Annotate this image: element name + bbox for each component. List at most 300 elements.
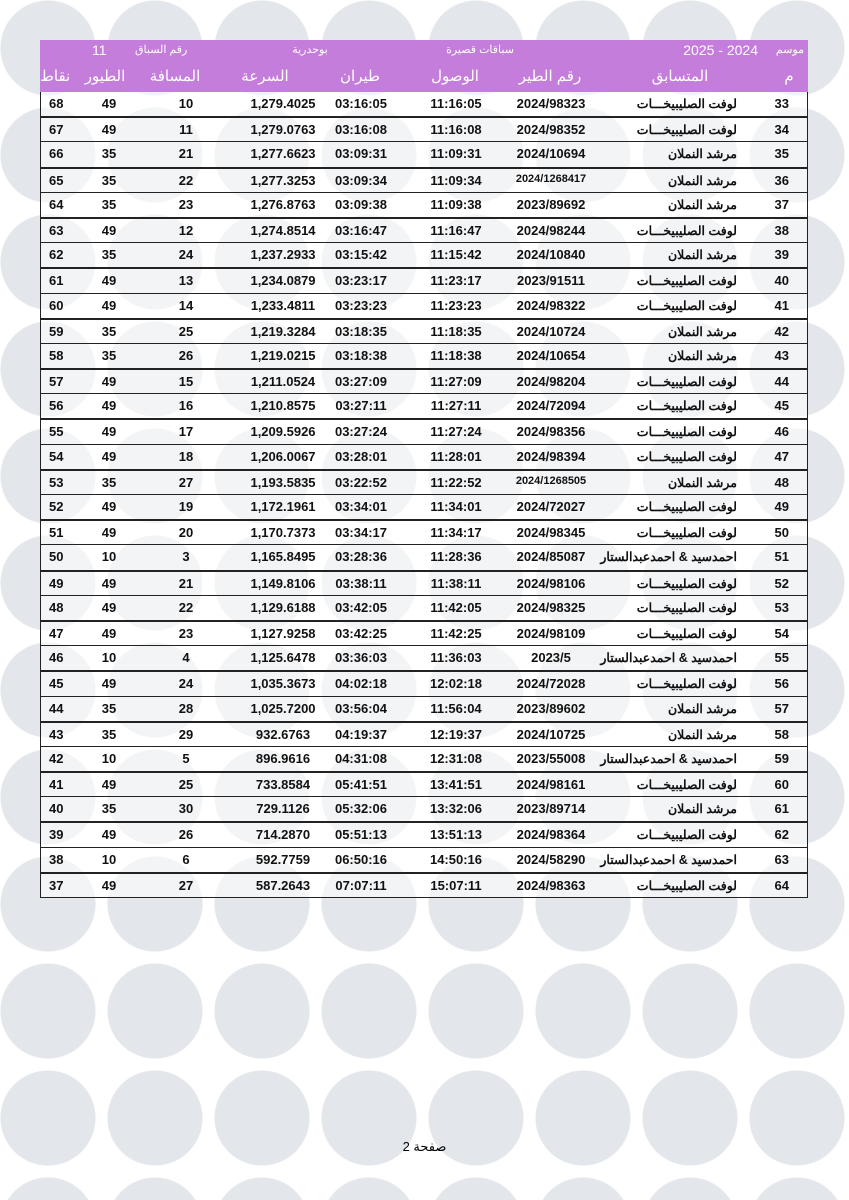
row-points: 50 — [49, 549, 64, 565]
row-speed: 1,165.8495 — [250, 549, 316, 565]
row-arrival: 11:36:03 — [430, 650, 482, 666]
row-flight: 03:16:47 — [334, 222, 388, 238]
row-flight: 03:15:42 — [334, 247, 388, 263]
row-fancier: لوفت الصليبيخـــات — [636, 878, 737, 893]
row-speed: 1,035.3673 — [250, 676, 316, 692]
row-ring: 2023/55008 — [516, 750, 586, 766]
row-points: 68 — [49, 96, 64, 111]
row-distance: 5 — [182, 750, 190, 766]
row-speed: 1,149.8106 — [250, 575, 316, 591]
row-idx: 52 — [774, 575, 789, 591]
row-flight: 03:16:05 — [334, 96, 388, 111]
row-fancier: لوفت الصليبيخـــات — [636, 375, 737, 390]
row-points: 46 — [49, 650, 64, 666]
row-points: 47 — [49, 625, 64, 641]
row-birds: 49 — [101, 297, 117, 313]
row-flight: 03:38:11 — [335, 575, 387, 591]
row-birds: 49 — [101, 273, 117, 289]
row-flight: 03:42:05 — [334, 599, 388, 615]
row-birds: 49 — [101, 777, 117, 793]
row-birds: 49 — [101, 676, 117, 692]
row-arrival: 11:18:35 — [430, 323, 482, 339]
row-fancier: مرشد النملان — [667, 173, 737, 188]
row-arrival: 11:22:52 — [430, 474, 482, 490]
row-idx: 47 — [774, 448, 789, 464]
row-ring: 2024/85087 — [516, 549, 586, 565]
row-flight: 06:50:16 — [334, 851, 388, 867]
row-idx: 42 — [774, 323, 789, 339]
row-arrival: 11:16:47 — [430, 222, 482, 238]
row-birds: 10 — [101, 851, 117, 867]
row-points: 41 — [49, 777, 64, 793]
row-points: 56 — [49, 398, 64, 414]
col-arrival: الوصول — [431, 68, 479, 85]
row-distance: 6 — [182, 851, 190, 867]
row-flight: 03:23:17 — [334, 273, 388, 289]
season: 2025 - 2024 — [683, 42, 758, 58]
table-row — [40, 671, 808, 696]
row-fancier: مرشد النملان — [667, 248, 737, 263]
table-row — [40, 873, 808, 898]
row-distance: 12 — [178, 222, 194, 238]
race-type: سباقات قصيرة — [446, 44, 514, 56]
row-idx: 51 — [774, 549, 789, 565]
row-fancier: لوفت الصليبيخـــات — [636, 828, 737, 843]
row-arrival: 14:50:16 — [429, 851, 483, 867]
row-flight: 05:51:13 — [334, 827, 388, 843]
table-row — [40, 268, 808, 293]
row-birds: 49 — [101, 499, 117, 514]
table-row — [40, 470, 808, 495]
row-speed: 733.8584 — [255, 777, 311, 793]
table-body — [40, 92, 808, 898]
row-idx: 55 — [774, 650, 789, 666]
row-birds: 49 — [101, 599, 117, 615]
row-ring: 2024/72027 — [516, 499, 586, 514]
row-speed: 1,277.3253 — [250, 172, 316, 188]
row-points: 43 — [49, 726, 64, 742]
row-birds: 35 — [101, 726, 117, 742]
row-flight: 04:31:08 — [334, 750, 388, 766]
row-arrival: 11:34:17 — [430, 525, 482, 541]
row-distance: 3 — [182, 549, 190, 565]
row-arrival: 11:38:11 — [430, 575, 482, 591]
row-distance: 10 — [178, 96, 194, 111]
row-idx: 53 — [774, 599, 789, 615]
row-speed: 1,025.7200 — [250, 700, 316, 716]
row-points: 60 — [49, 297, 64, 313]
row-ring: 2024/98204 — [516, 374, 586, 390]
row-points: 65 — [49, 172, 64, 188]
row-ring: 2023/89602 — [516, 700, 586, 716]
row-ring: 2024/98244 — [516, 222, 586, 238]
table-row — [40, 495, 808, 520]
row-flight: 03:27:11 — [335, 398, 387, 414]
row-distance: 26 — [178, 347, 194, 363]
table-row — [40, 319, 808, 344]
row-fancier: مرشد النملان — [667, 324, 737, 339]
row-idx: 58 — [774, 726, 789, 742]
row-distance: 21 — [178, 146, 194, 162]
row-fancier: لوفت الصليبيخـــات — [636, 449, 737, 464]
row-birds: 35 — [101, 172, 117, 188]
row-idx: 57 — [774, 700, 789, 716]
row-arrival: 11:09:34 — [430, 172, 482, 188]
row-fancier: مرشد النملان — [667, 197, 737, 212]
row-birds: 49 — [101, 525, 117, 541]
row-ring: 2024/98106 — [516, 575, 586, 591]
row-flight: 03:36:03 — [334, 650, 388, 666]
row-idx: 44 — [774, 374, 789, 390]
row-speed: 1,219.3284 — [250, 323, 316, 339]
row-points: 48 — [49, 599, 64, 615]
row-distance: 14 — [178, 297, 194, 313]
row-flight: 03:27:24 — [334, 424, 388, 440]
row-ring: 2023/5 — [531, 650, 571, 666]
row-ring: 2024/72094 — [516, 398, 586, 414]
table-row — [40, 419, 808, 444]
row-idx: 38 — [774, 222, 789, 238]
row-distance: 25 — [178, 777, 194, 793]
row-distance: 22 — [178, 599, 194, 615]
row-birds: 35 — [101, 196, 117, 212]
row-points: 66 — [49, 146, 64, 162]
race-location: بوحدرية — [292, 44, 328, 56]
row-distance: 17 — [178, 424, 194, 440]
table-row — [40, 117, 808, 142]
table-row — [40, 92, 808, 117]
row-birds: 49 — [101, 222, 117, 238]
row-speed: 1,206.0067 — [250, 448, 316, 464]
row-ring: 2024/72028 — [516, 676, 586, 692]
row-fancier: مرشد النملان — [667, 727, 737, 742]
row-speed: 714.2870 — [255, 827, 311, 843]
row-points: 59 — [49, 323, 64, 339]
row-arrival: 11:27:09 — [430, 374, 482, 390]
row-idx: 56 — [774, 676, 789, 692]
row-idx: 54 — [774, 625, 789, 641]
row-idx: 48 — [774, 474, 789, 490]
row-birds: 49 — [101, 575, 117, 591]
row-fancier: لوفت الصليبيخـــات — [636, 600, 737, 615]
row-birds: 49 — [101, 877, 117, 893]
row-distance: 16 — [178, 398, 194, 414]
row-points: 52 — [49, 499, 64, 514]
row-idx: 37 — [774, 196, 789, 212]
row-flight: 05:32:06 — [334, 801, 388, 817]
row-flight: 03:23:23 — [334, 297, 388, 313]
row-points: 67 — [49, 122, 64, 138]
table-row — [40, 822, 808, 847]
row-arrival: 11:42:05 — [430, 599, 482, 615]
row-flight: 03:22:52 — [334, 474, 388, 490]
row-arrival: 13:32:06 — [429, 801, 483, 817]
row-flight: 03:18:38 — [334, 347, 388, 363]
season-label: موسم — [775, 44, 804, 56]
row-distance: 11 — [179, 122, 193, 138]
row-fancier: لوفت الصليبيخـــات — [636, 97, 737, 111]
row-points: 53 — [49, 474, 64, 490]
row-speed: 729.1126 — [256, 801, 310, 817]
row-speed: 1,210.8575 — [250, 398, 316, 414]
row-fancier: مرشد النملان — [667, 802, 737, 817]
row-ring: 2024/10840 — [516, 247, 586, 263]
row-ring: 2024/98394 — [516, 448, 586, 464]
row-ring: 2024/10724 — [516, 323, 586, 339]
col-birds: الطيور — [84, 68, 126, 85]
row-arrival: 11:27:24 — [430, 424, 482, 440]
row-fancier: لوفت الصليبيخـــات — [636, 626, 737, 641]
row-arrival: 11:23:17 — [430, 273, 482, 289]
row-speed: 896.9616 — [255, 750, 311, 766]
row-flight: 03:34:01 — [334, 499, 388, 514]
row-fancier: مرشد النملان — [667, 147, 737, 162]
table-row — [40, 344, 808, 369]
row-ring: 2024/98352 — [516, 122, 586, 138]
row-fancier: احمدسيد & احمدعبدالستار — [600, 651, 737, 666]
row-distance: 23 — [178, 196, 194, 212]
row-speed: 1,234.0879 — [250, 273, 316, 289]
row-distance: 27 — [178, 877, 194, 893]
row-distance: 27 — [178, 474, 194, 490]
row-flight: 03:27:09 — [334, 374, 388, 390]
row-points: 42 — [49, 750, 64, 766]
row-idx: 59 — [774, 750, 789, 766]
table-row — [40, 193, 808, 218]
row-birds: 35 — [101, 801, 117, 817]
row-distance: 19 — [178, 499, 194, 514]
row-fancier: لوفت الصليبيخـــات — [636, 778, 737, 793]
row-birds: 35 — [101, 323, 117, 339]
row-arrival: 11:16:08 — [430, 122, 482, 138]
row-arrival: 12:19:37 — [429, 726, 483, 742]
row-idx: 62 — [774, 827, 789, 843]
row-ring: 2024/10654 — [516, 347, 586, 363]
row-arrival: 12:31:08 — [429, 750, 483, 766]
row-speed: 1,274.8514 — [250, 222, 316, 238]
table-row — [40, 571, 808, 596]
row-speed: 1,279.0763 — [250, 122, 316, 138]
row-distance: 18 — [178, 448, 194, 464]
row-flight: 03:28:01 — [334, 448, 388, 464]
row-fancier: لوفت الصليبيخـــات — [636, 425, 737, 440]
table-row — [40, 596, 808, 621]
col-idx: م — [784, 68, 794, 85]
row-idx: 35 — [774, 146, 789, 162]
row-birds: 49 — [101, 374, 117, 390]
row-distance: 30 — [178, 801, 194, 817]
row-flight: 03:09:31 — [334, 146, 388, 162]
row-distance: 15 — [178, 374, 194, 390]
table-row — [40, 218, 808, 243]
row-idx: 41 — [774, 297, 789, 313]
row-points: 45 — [49, 676, 64, 692]
table-row — [40, 646, 808, 671]
row-arrival: 11:16:05 — [430, 96, 482, 111]
table-row — [40, 545, 808, 570]
row-ring: 2024/1268505 — [515, 474, 587, 487]
row-distance: 26 — [178, 827, 194, 843]
row-speed: 1,277.6623 — [250, 146, 316, 162]
row-ring: 2023/89714 — [516, 801, 586, 817]
row-fancier: لوفت الصليبيخـــات — [636, 399, 737, 414]
row-idx: 34 — [774, 122, 789, 138]
row-birds: 49 — [101, 398, 117, 414]
row-idx: 43 — [774, 347, 789, 363]
row-arrival: 11:28:36 — [430, 549, 482, 565]
row-fancier: لوفت الصليبيخـــات — [636, 298, 737, 313]
row-fancier: لوفت الصليبيخـــات — [636, 677, 737, 692]
table-row — [40, 394, 808, 419]
row-birds: 35 — [101, 146, 117, 162]
row-idx: 46 — [774, 424, 789, 440]
row-speed: 1,170.7373 — [250, 525, 316, 541]
row-birds: 10 — [101, 650, 117, 666]
row-points: 37 — [49, 877, 64, 893]
row-birds: 35 — [101, 700, 117, 716]
row-birds: 49 — [101, 424, 117, 440]
col-points: نقاط — [40, 68, 71, 85]
row-arrival: 11:23:23 — [430, 297, 482, 313]
table-row — [40, 445, 808, 470]
row-fancier: لوفت الصليبيخـــات — [636, 123, 737, 138]
row-flight: 03:09:34 — [334, 172, 388, 188]
row-speed: 1,211.0524 — [250, 374, 316, 390]
table-row — [40, 697, 808, 722]
row-ring: 2024/98364 — [516, 827, 586, 843]
row-distance: 24 — [178, 247, 194, 263]
row-ring: 2024/98109 — [516, 625, 586, 641]
row-speed: 1,129.6188 — [250, 599, 316, 615]
col-fancier: المتسابق — [651, 68, 709, 85]
row-idx: 61 — [774, 801, 789, 817]
row-speed: 1,233.4811 — [250, 297, 316, 313]
row-idx: 45 — [774, 398, 789, 414]
row-ring: 2024/98323 — [516, 96, 586, 111]
row-idx: 64 — [774, 877, 789, 893]
row-speed: 1,209.5926 — [250, 424, 316, 440]
row-points: 62 — [49, 247, 64, 263]
row-points: 39 — [49, 827, 64, 843]
row-flight: 03:56:04 — [334, 700, 388, 716]
row-idx: 36 — [774, 172, 789, 188]
row-points: 54 — [49, 448, 64, 464]
row-flight: 04:02:18 — [334, 676, 388, 692]
table-row — [40, 772, 808, 797]
row-points: 38 — [49, 851, 64, 867]
row-fancier: لوفت الصليبيخـــات — [636, 526, 737, 541]
row-fancier: مرشد النملان — [667, 701, 737, 716]
row-speed: 1,237.2933 — [250, 247, 316, 263]
row-speed: 1,172.1961 — [250, 499, 316, 514]
row-flight: 03:28:36 — [334, 549, 388, 565]
row-birds: 49 — [101, 122, 117, 138]
row-arrival: 12:02:18 — [429, 676, 483, 692]
row-birds: 49 — [101, 625, 117, 641]
row-points: 61 — [49, 273, 64, 289]
row-birds: 49 — [101, 448, 117, 464]
row-flight: 03:09:38 — [334, 196, 388, 212]
row-fancier: مرشد النملان — [667, 348, 737, 363]
row-arrival: 11:56:04 — [430, 700, 482, 716]
table-row — [40, 294, 808, 319]
row-arrival: 11:18:38 — [430, 347, 482, 363]
row-birds: 10 — [101, 750, 117, 766]
row-arrival: 11:34:01 — [430, 499, 482, 514]
table-row — [40, 621, 808, 646]
row-flight: 04:19:37 — [334, 726, 388, 742]
row-arrival: 11:15:42 — [430, 247, 482, 263]
row-ring: 2023/91511 — [517, 273, 585, 289]
row-speed: 587.2643 — [255, 877, 311, 893]
row-birds: 35 — [101, 347, 117, 363]
row-idx: 60 — [774, 777, 789, 793]
row-fancier: احمدسيد & احمدعبدالستار — [600, 852, 737, 867]
row-distance: 22 — [178, 172, 194, 188]
row-ring: 2024/98325 — [516, 599, 586, 615]
row-speed: 1,125.6478 — [250, 650, 316, 666]
row-points: 57 — [49, 374, 64, 390]
row-ring: 2024/10725 — [516, 726, 586, 742]
row-distance: 4 — [182, 650, 190, 666]
row-fancier: احمدسيد & احمدعبدالستار — [600, 751, 737, 766]
row-arrival: 13:41:51 — [429, 777, 483, 793]
row-idx: 40 — [774, 273, 789, 289]
row-ring: 2024/98322 — [516, 297, 586, 313]
row-distance: 20 — [178, 525, 194, 541]
row-flight: 05:41:51 — [334, 777, 388, 793]
row-points: 49 — [49, 575, 64, 591]
table-row — [40, 243, 808, 268]
table-row — [40, 848, 808, 873]
row-birds: 49 — [101, 96, 117, 111]
row-ring: 2024/1268417 — [515, 172, 587, 185]
table-row — [40, 797, 808, 822]
row-distance: 24 — [178, 676, 194, 692]
results-table — [40, 40, 808, 898]
row-points: 64 — [49, 196, 64, 212]
race-no: 11 — [92, 42, 107, 58]
page-number: صفحة 2 — [402, 1139, 447, 1154]
table-row — [40, 142, 808, 167]
row-arrival: 11:42:25 — [430, 625, 482, 641]
row-idx: 63 — [774, 851, 789, 867]
row-fancier: احمدسيد & احمدعبدالستار — [600, 550, 737, 565]
row-distance: 28 — [178, 700, 194, 716]
row-flight: 03:34:17 — [334, 525, 388, 541]
row-speed: 592.7759 — [255, 851, 311, 867]
col-flight: طيران — [340, 68, 380, 85]
col-ring: رقم الطير — [518, 68, 582, 85]
row-birds: 35 — [101, 247, 117, 263]
row-birds: 35 — [101, 474, 117, 490]
row-ring: 2024/98356 — [516, 424, 586, 440]
row-speed: 1,127.9258 — [250, 625, 316, 641]
row-fancier: لوفت الصليبيخـــات — [636, 576, 737, 591]
row-ring: 2024/98345 — [516, 525, 586, 541]
row-arrival: 15:07:11 — [430, 877, 482, 893]
table-row — [40, 747, 808, 772]
row-ring: 2024/10694 — [516, 146, 586, 162]
row-speed: 1,193.5835 — [250, 474, 316, 490]
row-speed: 1,219.0215 — [250, 347, 316, 363]
row-distance: 29 — [178, 726, 194, 742]
table-header — [40, 40, 808, 92]
row-arrival: 13:51:13 — [429, 827, 483, 843]
row-arrival: 11:27:11 — [430, 398, 482, 414]
row-flight: 03:18:35 — [334, 323, 388, 339]
row-idx: 39 — [774, 247, 789, 263]
